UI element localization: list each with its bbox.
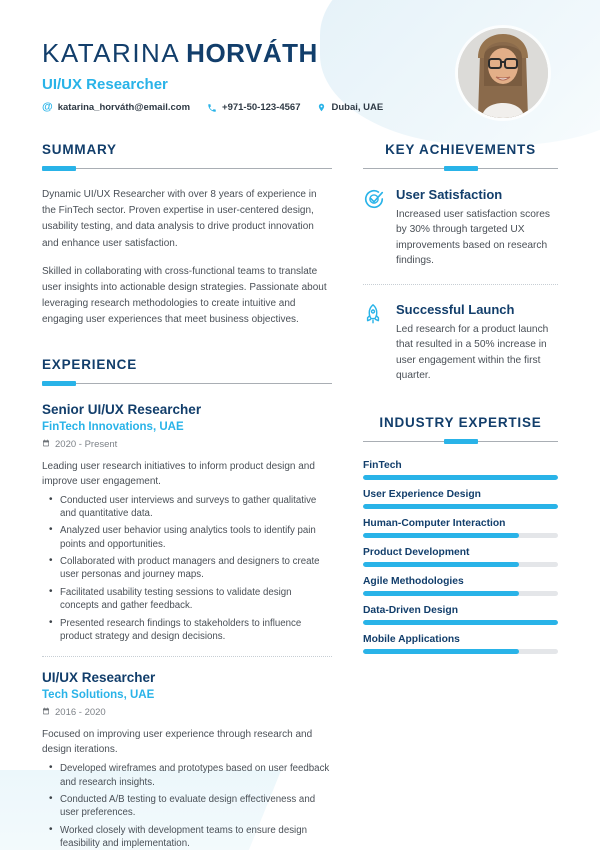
expertise-heading: INDUSTRY EXPERTISE [379,415,542,431]
summary-paragraph: Dynamic UI/UX Researcher with over 8 years of experience in the FinTech sector. Proven expertise in user-centered design, usability testing, and data analysis to drive product innovation and enhance user satisfaction. [42,189,317,249]
contact-location-text: Dubai, UAE [331,102,384,114]
job-title-text: Senior UI/UX Researcher [42,401,202,417]
contact-phone-text: +971-50-123-4567 [222,102,301,114]
achievements-rule [363,166,558,171]
skill-bar-fill [363,475,558,480]
skill-bar-fill [363,504,558,509]
achievement-title: User Satisfaction [396,187,503,202]
phone-icon [207,103,217,113]
achievement-item [363,302,558,383]
job-dates-text: 2016 - 2020 [55,707,106,719]
section-summary [42,142,332,329]
section-expertise [363,415,558,654]
left-column [42,142,332,850]
skill-bar-track [363,475,558,480]
summary-rule [42,166,332,171]
job-divider [42,656,332,657]
body-columns [0,142,600,850]
skill-bar-track [363,620,558,625]
contact-email-text: katarina_horváth@email.com [57,102,191,114]
achievement-text: Increased user satisfaction scores by 30% through targeted UX improvements based on research findings. [396,209,551,266]
job-title-text: UI/UX Researcher [42,670,156,686]
skill-item [363,576,558,596]
achievements-heading: KEY ACHIEVEMENTS [385,142,536,157]
skill-bar-track [363,504,558,509]
achievement-item [363,187,558,268]
skill-label: Data-Driven Design [363,605,458,617]
job-entry [42,670,332,850]
summary-paragraph: Skilled in collaborating with cross-functional teams to translate user insights into actionable design strategies. Passionate about leveraging research methodologies to create intuitive and engaging user experiences that meet business objectives. [42,265,327,326]
location-pin-icon [317,102,326,113]
job-bullet: • Collaborated with product managers and designers to create user personas and journey maps. [42,555,332,582]
job-entry [42,402,332,644]
job-dates [42,707,332,718]
achievement-body [396,302,558,383]
summary-heading: SUMMARY [42,142,117,157]
skill-bar-track [363,649,558,654]
job-description: Leading user research initiatives to inform product design and improve user engagement. [42,460,315,487]
contact-phone[interactable] [207,102,300,113]
skill-label: FinTech [363,460,402,472]
job-description: Focused on improving user experience through research and design iterations. [42,729,313,756]
job-bullet: • Facilitated usability testing sessions to validate design concepts and gather feedback. [42,586,332,613]
rule-accent [42,381,76,386]
at-icon: @ [42,101,53,114]
skill-item [363,518,558,538]
job-dates [42,439,332,450]
experience-heading: EXPERIENCE [42,356,138,372]
contact-location[interactable] [317,102,383,113]
experience-rule [42,381,332,386]
job-company: Tech Solutions, UAE [42,689,155,702]
skill-label: Human-Computer Interaction [363,518,506,530]
job-bullet-list [42,762,332,850]
last-name: HORVÁTH [186,38,318,68]
job-bullet: • Conducted A/B testing to evaluate design effectiveness and user preferences. [42,793,332,820]
skill-label: User Experience Design [363,489,481,501]
achievement-divider [363,284,558,285]
header [0,0,600,118]
skill-bar-fill [363,533,519,538]
section-achievements [363,142,558,383]
rule-accent [444,166,478,171]
contact-email[interactable] [42,102,190,113]
skill-bar-fill [363,620,558,625]
skill-bar-track [363,562,558,567]
skill-bar-fill [363,591,519,596]
skill-bar-track [363,591,558,596]
section-experience [42,357,332,850]
calendar-icon [42,439,50,450]
achievement-text: Led research for a product launch that resulted in a 50% increase in user engagement within the first quarter. [396,324,549,382]
rule-accent [444,439,478,444]
job-bullet: • Worked closely with development teams to ensure design feasibility and implementation. [42,824,332,850]
calendar-icon [42,707,50,718]
target-check-icon [363,188,387,215]
skill-bar-fill [363,562,519,567]
job-title: UI/UX Researcher [42,76,168,94]
rule-accent [42,166,76,171]
skill-item [363,605,558,625]
achievement-title: Successful Launch [396,302,515,318]
skill-bar-track [363,533,558,538]
skill-label: Mobile Applications [363,634,460,646]
skill-label: Product Development [363,547,470,559]
job-company: FinTech Innovations, UAE [42,420,184,433]
job-bullet: • Presented research findings to stakeholders to influence product strategy and design decisions. [42,617,332,644]
skill-bar-fill [363,649,519,654]
expertise-rule [363,439,558,444]
first-name: KATARINA [42,38,181,68]
job-bullet-list [42,494,332,644]
job-bullet: • Analyzed user behavior using analytics tools to identify pain points and opportunities. [42,524,332,551]
job-bullet: • Conducted user interviews and surveys to gather qualitative and quantitative data. [42,494,332,521]
skill-item [363,489,558,509]
skill-item [363,547,558,567]
job-dates-text: 2020 - Present [55,438,118,450]
skill-item [363,634,558,654]
skill-label: Agile Methodologies [363,576,464,588]
rocket-icon [363,303,387,330]
achievement-body [396,187,558,268]
job-bullet: • Developed wireframes and prototypes based on user feedback and research insights. [42,762,332,789]
skill-item [363,460,558,480]
profile-photo [458,28,548,118]
right-column [363,142,558,850]
